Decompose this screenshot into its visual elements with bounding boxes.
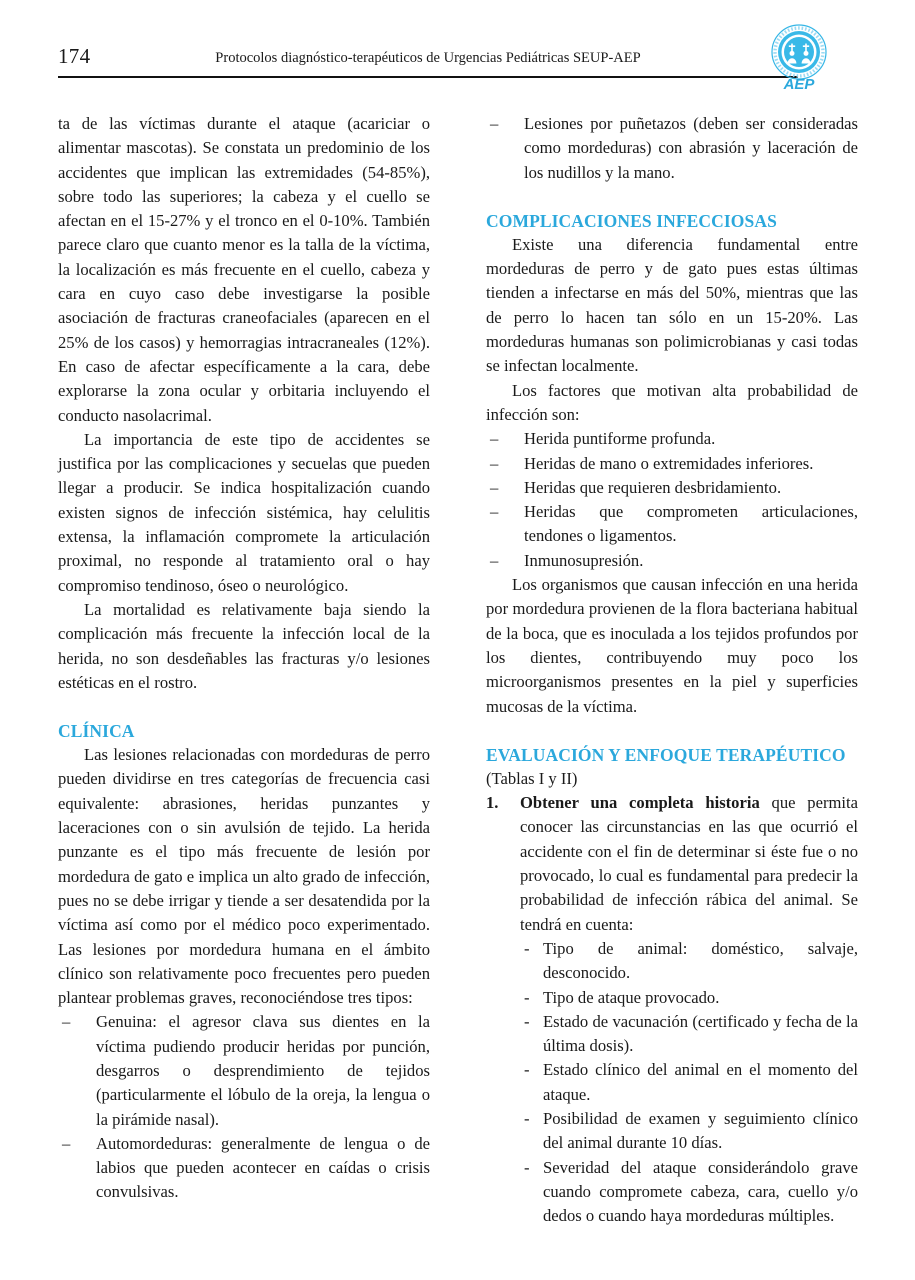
list-item — [58, 1010, 430, 1131]
list-item-text: Posibilidad de examen y seguimiento clínico del animal durante 10 días. — [543, 1108, 858, 1153]
spacer — [486, 185, 858, 209]
paragraph-mortalidad: La mortalidad es relativamente baja siendo la complicación más frecuente la infección local de la herida, no son desdeñables las fracturas y/o lesiones estéticas en el rostro. — [58, 599, 430, 692]
spacer — [486, 719, 858, 743]
step-number: 1. — [486, 793, 499, 813]
paragraph-continued: ta de las víctimas durante el ataque (acariciar o alimentar mascotas). Se constata un predominio de los accidentes que implican las extremidades (54-85%), sobre todo las superiores; la cabeza y el cuello se afectan en el 15-27% y el tronco en el 0-10%. También parece claro que cuanto menor es la talla de la víctima, la localización es más frecuente en el cuello, cabeza y cara en cuyo caso debe investigarse la posible asociación de fracturas craneofaciales (aparecen en el 25% de los casos) y hemorragias intracraneales (12%). En caso de afectar específicamente a la cara, debe explorarse la zona ocular y orbitaria incluyendo el conducto nasolacrimal. — [58, 114, 430, 425]
factores-bullet-list — [486, 427, 858, 573]
hyphen-marker: - — [524, 1108, 530, 1128]
list-item — [520, 1010, 858, 1059]
paragraph-factores: Los factores que motivan alta probabilidad de infección son: — [486, 380, 858, 424]
dash-marker: – — [490, 453, 499, 473]
list-item-text: Estado clínico del animal en el momento del ataque. — [543, 1060, 858, 1104]
list-item-text: Estado de vacunación (certificado y fecha de la última dosis). — [543, 1011, 858, 1056]
heading-evaluacion-enfoque: EVALUACIÓN Y ENFOQUE TERAPÉUTICO — [486, 744, 846, 765]
left-column — [58, 112, 430, 1205]
dash-marker: – — [490, 550, 499, 570]
list-item-text: Severidad del ataque considerándolo grave cuando compromete cabeza, cara, cuello y/o dedos o cuando haya mordeduras múltiples. — [543, 1157, 858, 1226]
step-sub-bullet-list — [520, 937, 858, 1229]
list-item-text: Inmunosupresión. — [524, 550, 644, 570]
dash-marker: – — [490, 429, 499, 449]
list-item-text: Genuina: el agresor clava sus dientes en la víctima pudiendo producir heridas por punción, desgarros o desprendimiento de tejidos (particularmente el lóbulo de la oreja, la lengua o la pirámide nasal). — [96, 1012, 430, 1129]
paragraph-existe-diferencia: Existe una diferencia fundamental entre mordeduras de perro y de gato pues estas últimas tienden a infectarse en más del 50%, mientras que las de perro lo hacen tan sólo en un 15-20%. Las mordeduras humanas son polimicrobianas y casi todas se infectan localmente. — [486, 234, 858, 376]
step-item — [486, 791, 858, 1228]
paragraph-organismos: Los organismos que causan infección en una herida por mordedura provienen de la flora bacteriana habitual de la boca, que es inoculada a los tejidos profundos por los dientes, contribuyendo muy poco los microorganismos presentes en la piel y superficies mucosas de la víctima. — [486, 575, 858, 716]
list-item — [486, 112, 858, 185]
clinica-bullet-list — [58, 1010, 430, 1204]
running-title: Protocolos diagnóstico-terapéuticos de Urgencias Pediátricas SEUP-AEP — [215, 50, 641, 66]
aep-logo-wordmark: AEP — [783, 76, 815, 93]
dash-marker: – — [62, 1133, 71, 1153]
list-item — [520, 986, 858, 1010]
list-item-text: Herida puntiforme profunda. — [524, 429, 716, 449]
list-item — [486, 476, 858, 500]
running-header — [58, 40, 858, 80]
header-rule — [58, 76, 798, 78]
list-item-text: Lesiones por puñetazos (deben ser consideradas como mordeduras) con abrasión y laceración de los nudillos y la mano. — [524, 114, 858, 182]
paragraph-clinica: Las lesiones relacionadas con mordeduras de perro pueden dividirse en tres categorías de frecuencia casi equivalente: abrasiones, heridas punzantes y laceraciones con o sin avulsión de tejido. La herida punzante es el tipo más frecuente de lesión por mordedura de gato e implica un alto grado de infección, pues no se debe irrigar y tiende a ser desatendida por la víctima así como por el médico poco experimentado. Las lesiones por mordedura humana en el ámbito clínico son relativamente poco frecuentes pero pueden plantear problemas graves, reconociéndose tres tipos: — [58, 745, 430, 1008]
list-item — [486, 452, 858, 476]
list-item — [520, 1058, 858, 1107]
list-item-text: Automordeduras: generalmente de lengua o de labios que pueden acontecer en caídas o crisis convulsivas. — [96, 1133, 430, 1202]
list-item — [520, 937, 858, 986]
list-item-text: Heridas de mano o extremidades inferiores. — [524, 453, 814, 473]
heading-clinica: CLÍNICA — [58, 721, 135, 742]
aep-logo — [762, 22, 836, 94]
list-item — [58, 1132, 430, 1205]
hyphen-marker: - — [524, 1011, 530, 1031]
list-item-text: Tipo de animal: doméstico, salvaje, desconocido. — [543, 938, 858, 983]
evaluacion-subtitle: (Tablas I y II) — [486, 768, 578, 788]
hyphen-marker: - — [524, 987, 530, 1007]
list-item — [486, 427, 858, 451]
dash-marker: – — [490, 477, 499, 497]
page-number: 174 — [58, 44, 91, 68]
hyphen-marker: - — [524, 1060, 530, 1080]
aep-logo-icon — [762, 22, 836, 94]
list-item — [486, 500, 858, 549]
body-columns — [58, 112, 858, 1232]
hyphen-marker: - — [524, 1157, 530, 1177]
dash-marker: – — [62, 1012, 71, 1032]
list-item — [486, 549, 858, 573]
list-item — [520, 1156, 858, 1229]
hyphen-marker: - — [524, 938, 530, 958]
dash-marker: – — [490, 114, 499, 133]
list-item-text: Tipo de ataque provocado. — [543, 987, 720, 1007]
dash-marker: – — [490, 502, 499, 522]
right-column — [486, 112, 858, 1228]
step-lead-text: Obtener una completa historia — [520, 793, 760, 813]
evaluacion-steps — [486, 791, 858, 1228]
heading-complicaciones-infecciosas: COMPLICACIONES INFECCIOSAS — [486, 210, 777, 231]
list-item-text: Heridas que comprometen articulaciones, tendones o ligamentos. — [524, 502, 858, 546]
step-body-text: que permita conocer las circunstancias en las que ocurrió el accidente con el fin de determinar si éste fue o no provocado, lo cual es fundamental para predecir la probabilidad de infección rábica del animal. Se tendrá en cuenta: — [520, 793, 858, 934]
list-item — [520, 1107, 858, 1156]
list-item-text: Heridas que requieren desbridamiento. — [524, 477, 782, 497]
spacer — [58, 695, 430, 719]
punetazos-bullet-list — [486, 112, 858, 185]
paragraph-importancia: La importancia de este tipo de accidentes se justifica por las complicaciones y secuelas que pueden llegar a producir. Se indica hospitalización cuando existen signos de infección sistémica, hay celulitis extensa, la inflamación compromete la articulación proximal, no responde al tratamiento oral o hay compromiso tendinoso, óseo o neurológico. — [58, 429, 430, 595]
